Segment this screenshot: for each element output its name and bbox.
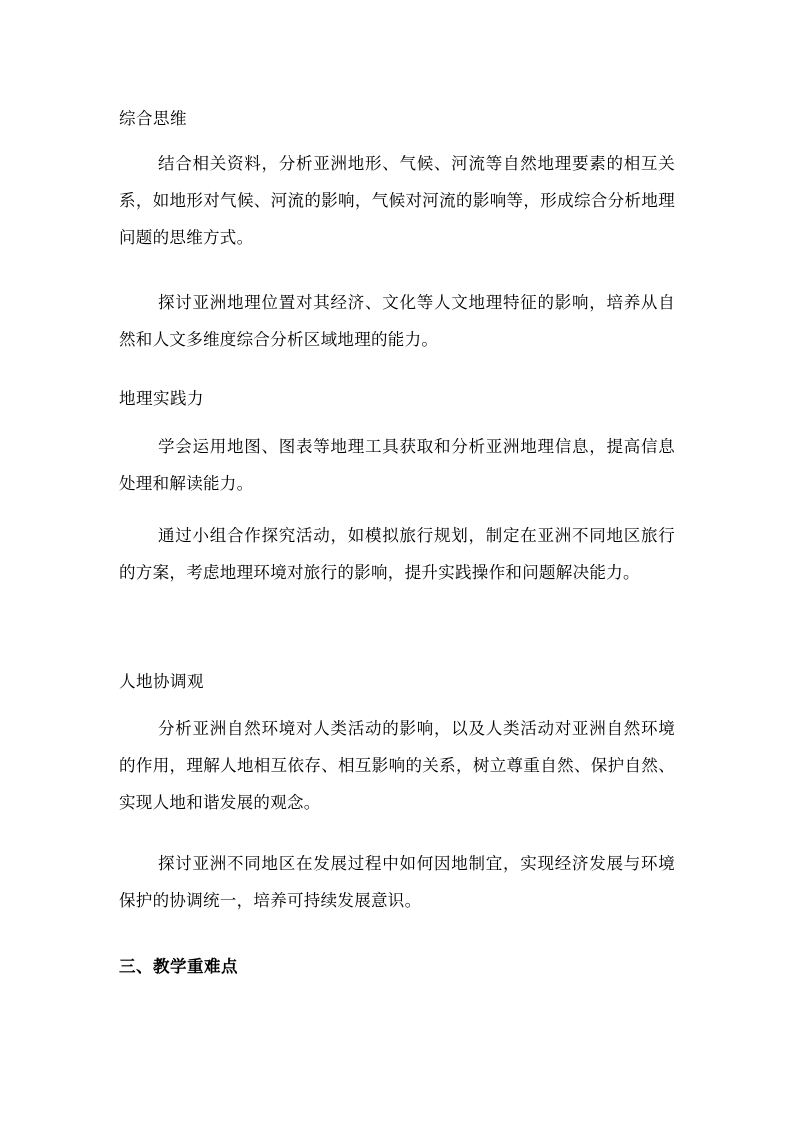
paragraph: 分析亚洲自然环境对人类活动的影响，以及人类活动对亚洲自然环境的作用，理解人地相互依存、相互影响的关系，树立尊重自然、保护自然、实现人地和谐发展的观念。 bbox=[119, 719, 675, 812]
section-heading-human-land-coordination: 人地协调观 bbox=[119, 672, 204, 691]
section-heading-teaching-key-points: 三、教学重难点 bbox=[119, 957, 238, 976]
section-heading-geographic-practice: 地理实践力 bbox=[119, 389, 204, 408]
paragraph: 探讨亚洲不同地区在发展过程中如何因地制宜，实现经济发展与环境保护的协调统一，培养可持续发展意识。 bbox=[119, 854, 675, 910]
section-heading-comprehensive-thinking: 综合思维 bbox=[119, 109, 187, 128]
paragraph: 通过小组合作探究活动，如模拟旅行规划，制定在亚洲不同地区旅行的方案，考虑地理环境对旅行的影响，提升实践操作和问题解决能力。 bbox=[119, 526, 675, 582]
paragraph: 探讨亚洲地理位置对其经济、文化等人文地理特征的影响，培养从自然和人文多维度综合分析区域地理的能力。 bbox=[119, 293, 675, 349]
paragraph: 学会运用地图、图表等地理工具获取和分析亚洲地理信息，提高信息处理和解读能力。 bbox=[119, 437, 675, 493]
paragraph: 结合相关资料，分析亚洲地形、气候、河流等自然地理要素的相互关系，如地形对气候、河流的影响，气候对河流的影响等，形成综合分析地理问题的思维方式。 bbox=[119, 154, 675, 247]
